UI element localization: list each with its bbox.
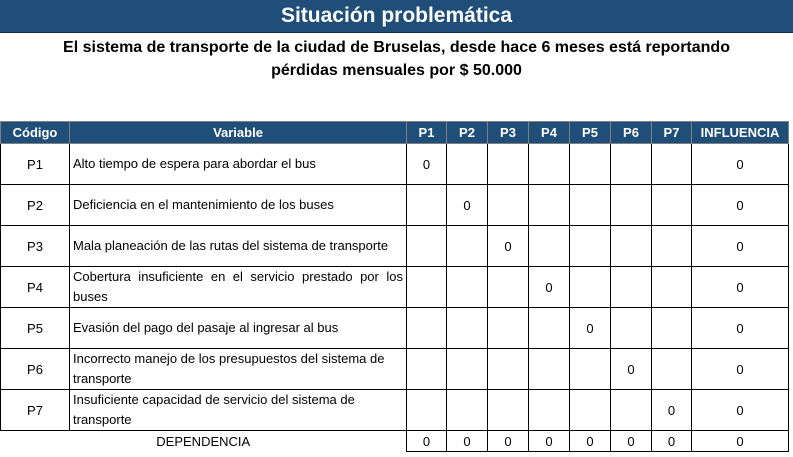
dependence-cell[interactable]: 0 <box>611 431 652 452</box>
problem-statement <box>0 36 793 82</box>
header-p6: P6 <box>611 122 652 144</box>
matrix-cell[interactable] <box>611 308 652 349</box>
matrix-cell[interactable] <box>652 267 692 308</box>
matrix-cell[interactable] <box>488 308 529 349</box>
row-code[interactable]: P2 <box>1 185 70 226</box>
matrix-cell[interactable] <box>529 390 570 431</box>
row-variable[interactable]: Mala planeación de las rutas del sistema de transporte <box>70 226 407 267</box>
matrix-cell[interactable] <box>488 390 529 431</box>
matrix-cell[interactable] <box>570 349 611 390</box>
matrix-cell[interactable] <box>407 185 447 226</box>
matrix-cell[interactable] <box>529 308 570 349</box>
matrix-cell[interactable] <box>611 267 652 308</box>
header-influencia: INFLUENCIA <box>692 122 789 144</box>
matrix-cell[interactable] <box>529 349 570 390</box>
matrix-cell[interactable] <box>570 226 611 267</box>
matrix-cell[interactable] <box>570 144 611 185</box>
problem-statement-line-2: pérdidas mensuales por $ 50.000 <box>271 62 522 79</box>
matrix-cell[interactable] <box>611 390 652 431</box>
matrix-cell[interactable] <box>529 144 570 185</box>
influence-cell[interactable]: 0 <box>692 144 789 185</box>
matrix-cell[interactable] <box>611 226 652 267</box>
matrix-cell[interactable] <box>488 144 529 185</box>
matrix-cell[interactable] <box>488 267 529 308</box>
matrix-cell[interactable] <box>570 267 611 308</box>
matrix-cell[interactable]: 0 <box>529 267 570 308</box>
matrix-cell[interactable] <box>611 144 652 185</box>
matrix-cell[interactable] <box>488 349 529 390</box>
header-p4: P4 <box>529 122 570 144</box>
row-code[interactable]: P4 <box>1 267 70 308</box>
matrix-cell[interactable] <box>570 390 611 431</box>
matrix-cell[interactable] <box>447 390 488 431</box>
table-row <box>1 185 789 226</box>
matrix-cell[interactable]: 0 <box>488 226 529 267</box>
matrix-cell[interactable] <box>652 226 692 267</box>
matrix-cell[interactable]: 0 <box>447 185 488 226</box>
table-row <box>1 349 789 390</box>
row-code[interactable]: P7 <box>1 390 70 431</box>
matrix-cell[interactable] <box>447 267 488 308</box>
matrix-cell[interactable] <box>447 144 488 185</box>
header-row <box>1 122 789 144</box>
header-p1: P1 <box>407 122 447 144</box>
table-row <box>1 144 789 185</box>
matrix-cell[interactable] <box>652 185 692 226</box>
matrix-cell[interactable] <box>447 349 488 390</box>
page-title: Situación problemática <box>0 0 793 33</box>
row-variable[interactable]: Deficiencia en el mantenimiento de los buses <box>70 185 407 226</box>
matrix-cell[interactable] <box>407 349 447 390</box>
influence-cell[interactable]: 0 <box>692 226 789 267</box>
row-code[interactable]: P1 <box>1 144 70 185</box>
matrix-cell[interactable] <box>529 226 570 267</box>
header-p5: P5 <box>570 122 611 144</box>
matrix-cell[interactable] <box>407 390 447 431</box>
influence-cell[interactable]: 0 <box>692 308 789 349</box>
dependence-cell[interactable]: 0 <box>652 431 692 452</box>
matrix-cell[interactable] <box>407 226 447 267</box>
influence-cell[interactable]: 0 <box>692 390 789 431</box>
matrix-cell[interactable]: 0 <box>611 349 652 390</box>
matrix-cell[interactable] <box>652 144 692 185</box>
matrix-cell[interactable] <box>488 185 529 226</box>
matrix-cell[interactable]: 0 <box>570 308 611 349</box>
matrix-cell[interactable] <box>447 308 488 349</box>
dependence-cell[interactable]: 0 <box>529 431 570 452</box>
matrix-cell[interactable] <box>652 349 692 390</box>
row-variable[interactable]: Alto tiempo de espera para abordar el bus <box>70 144 407 185</box>
matrix-cell[interactable]: 0 <box>407 144 447 185</box>
header-p7: P7 <box>652 122 692 144</box>
influence-cell[interactable]: 0 <box>692 267 789 308</box>
table-row <box>1 308 789 349</box>
row-code[interactable]: P6 <box>1 349 70 390</box>
table-row <box>1 390 789 431</box>
matrix-cell[interactable] <box>529 185 570 226</box>
header-codigo: Código <box>1 122 70 144</box>
table-row <box>1 226 789 267</box>
problem-statement-line-1: El sistema de transporte de la ciudad de Bruselas, desde hace 6 meses está reportando <box>63 39 730 56</box>
row-variable[interactable]: Evasión del pago del pasaje al ingresar al bus <box>70 308 407 349</box>
matrix-cell[interactable] <box>570 185 611 226</box>
table-row <box>1 267 789 308</box>
influence-cell[interactable]: 0 <box>692 185 789 226</box>
header-p3: P3 <box>488 122 529 144</box>
influence-cell[interactable]: 0 <box>692 349 789 390</box>
row-code[interactable]: P3 <box>1 226 70 267</box>
matrix-cell[interactable] <box>407 308 447 349</box>
dependence-label: DEPENDENCIA <box>1 431 407 452</box>
dependence-cell[interactable]: 0 <box>407 431 447 452</box>
dependence-cell[interactable]: 0 <box>447 431 488 452</box>
dependence-total-cell[interactable]: 0 <box>692 431 789 452</box>
row-code[interactable]: P5 <box>1 308 70 349</box>
matrix-cell[interactable] <box>447 226 488 267</box>
row-variable[interactable]: Incorrecto manejo de los presupuestos del sistema de transporte <box>70 349 407 390</box>
dependence-cell[interactable]: 0 <box>488 431 529 452</box>
matrix-cell[interactable] <box>652 308 692 349</box>
influence-dependence-matrix <box>0 121 789 452</box>
header-p2: P2 <box>447 122 488 144</box>
dependence-cell[interactable]: 0 <box>570 431 611 452</box>
row-variable[interactable]: Cobertura insuficiente en el servicio prestado por los buses <box>70 267 407 308</box>
matrix-cell[interactable]: 0 <box>652 390 692 431</box>
row-variable[interactable]: Insuficiente capacidad de servicio del sistema de transporte <box>70 390 407 431</box>
header-variable: Variable <box>70 122 407 144</box>
dependence-row <box>1 431 789 452</box>
matrix-cell[interactable] <box>407 267 447 308</box>
matrix-cell[interactable] <box>611 185 652 226</box>
